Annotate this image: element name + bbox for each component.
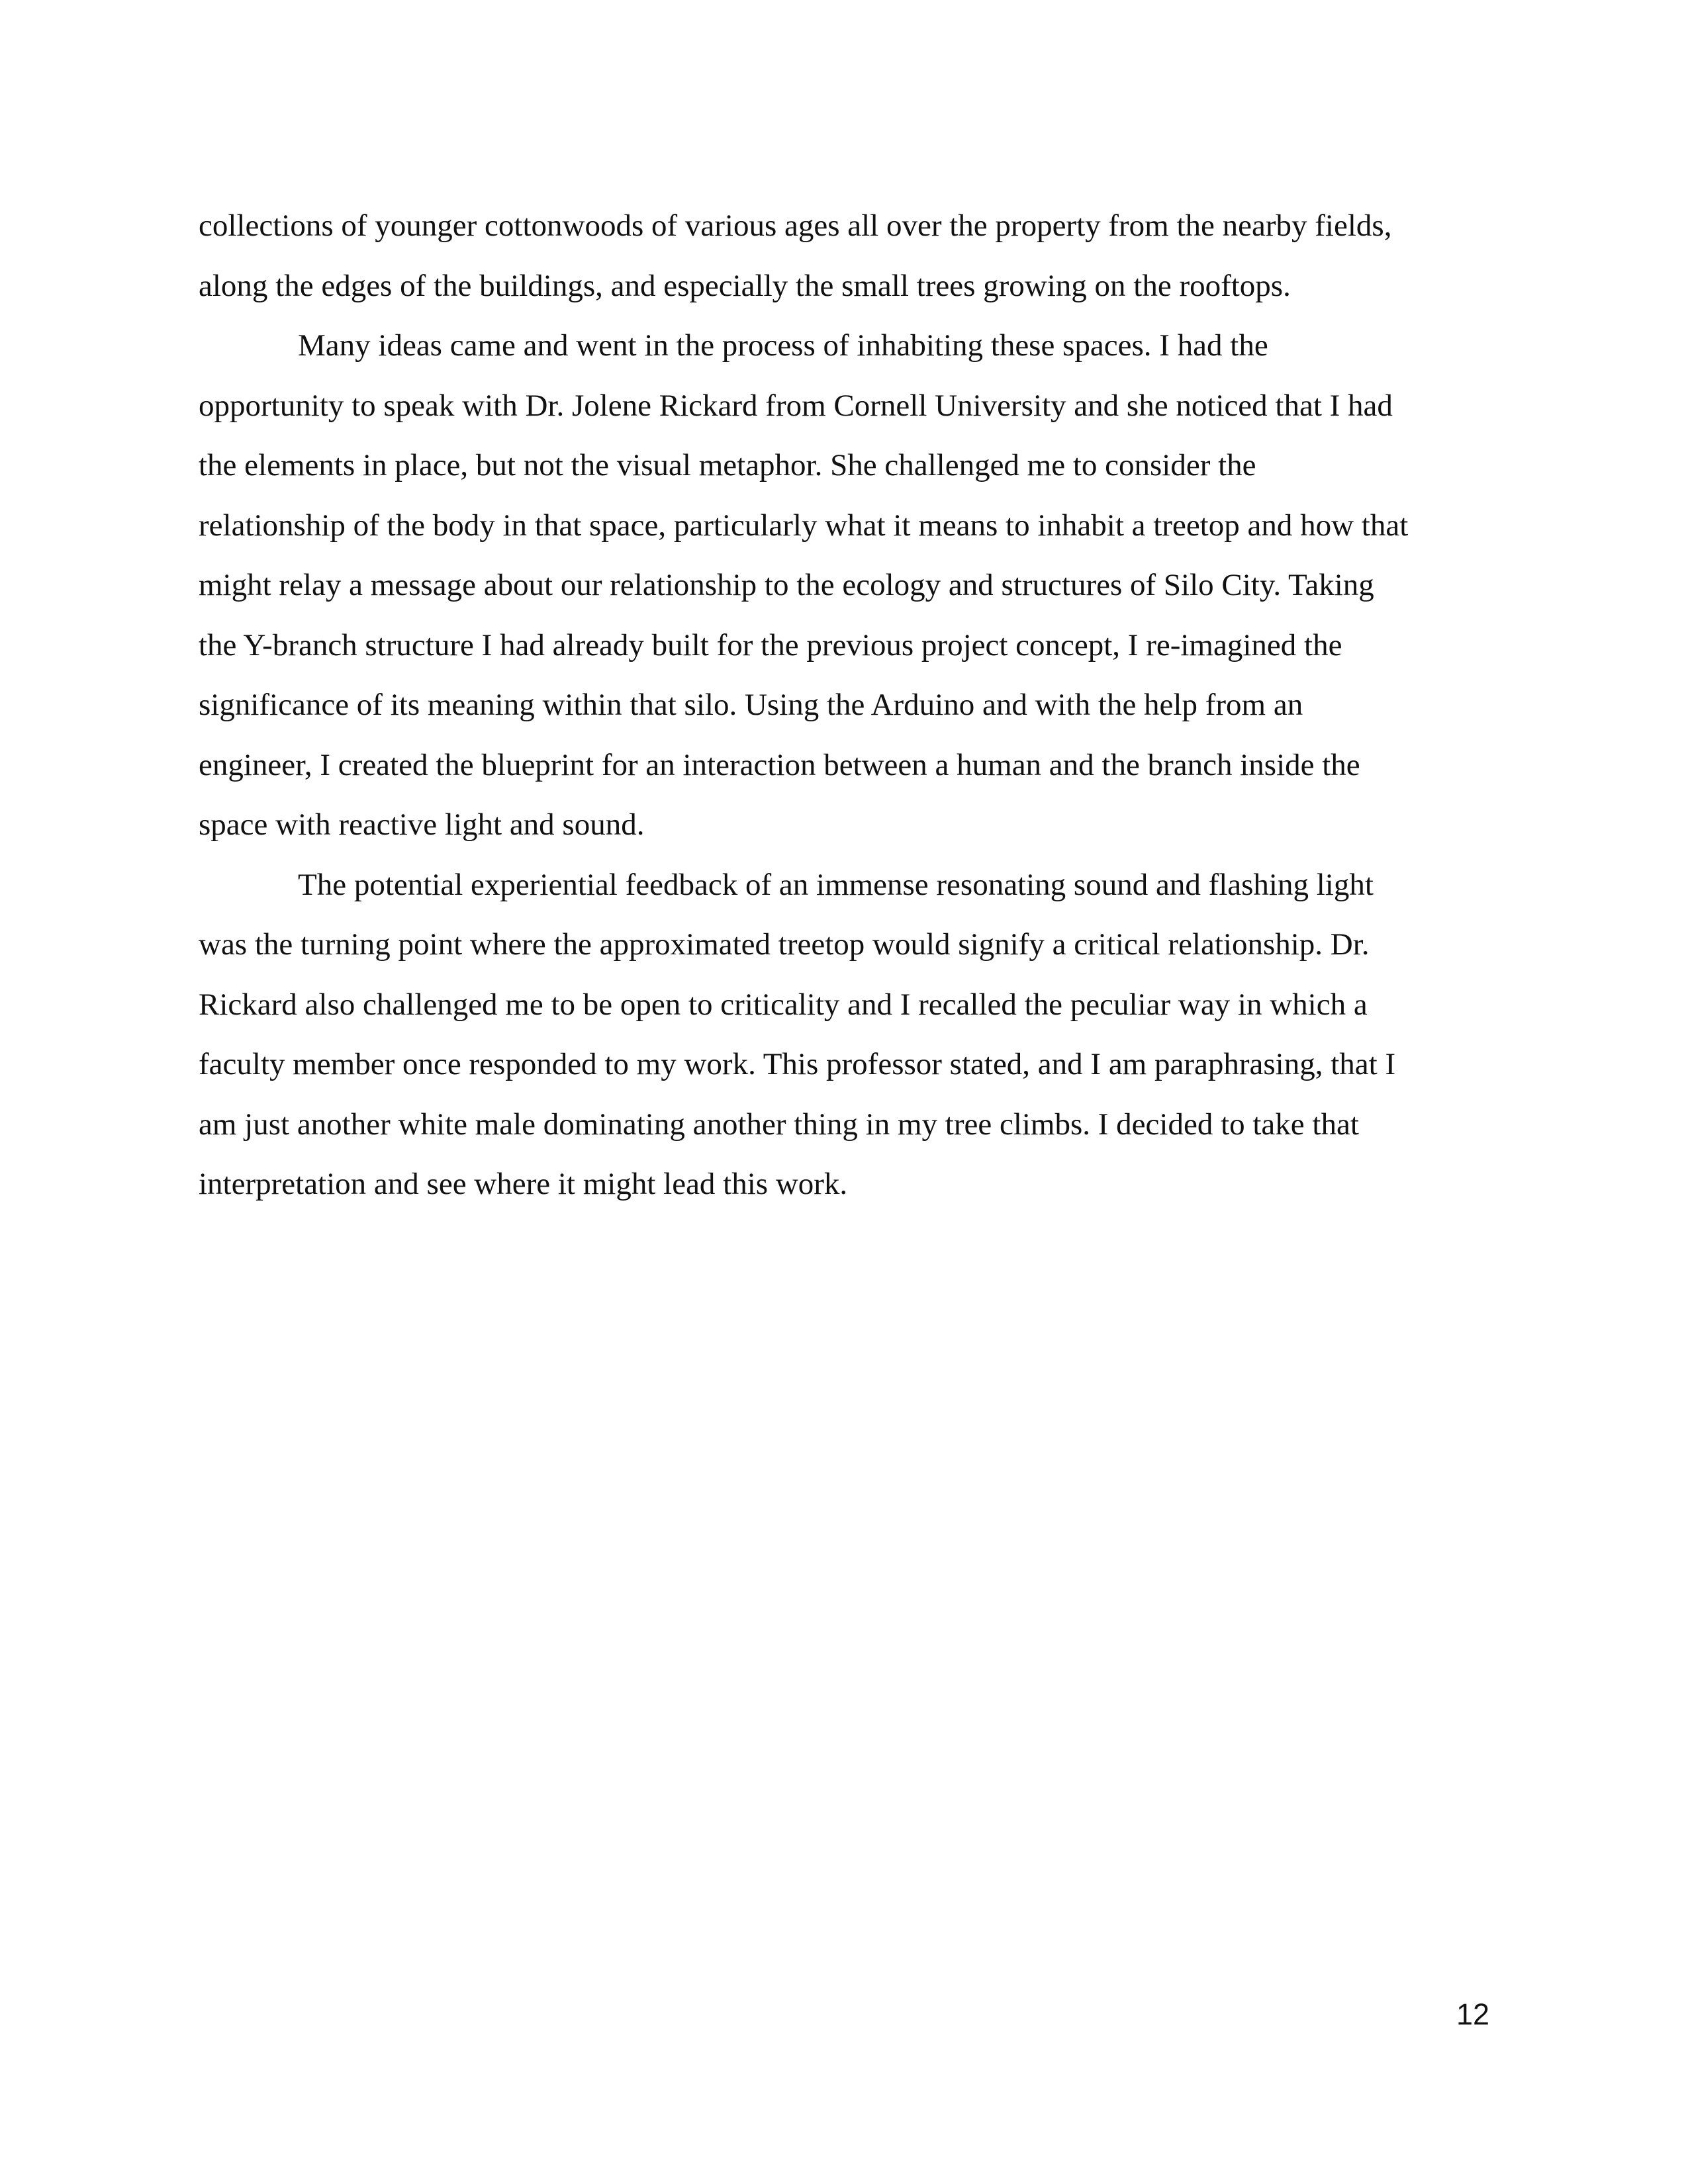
text-line: collections of younger cottonwoods of various ages all over the property from the nearby fields, — [199, 208, 1392, 243]
text-line: Rickard also challenged me to be open to criticality and I recalled the peculiar way in which a — [199, 987, 1368, 1022]
text-line: significance of its meaning within that silo. Using the Arduino and with the help from an — [199, 688, 1303, 722]
text-line: along the edges of the buildings, and especially the small trees growing on the rooftops. — [199, 268, 1291, 303]
text-line: engineer, I created the blueprint for an interaction between a human and the branch inside the — [199, 747, 1360, 782]
text-line: am just another white male dominating another thing in my tree climbs. I decided to take that — [199, 1107, 1359, 1142]
text-line: interpretation and see where it might lead this work. — [199, 1167, 848, 1201]
text-line: relationship of the body in that space, particularly what it means to inhabit a treetop and how that — [199, 508, 1409, 543]
body-text — [199, 196, 1493, 1214]
text-line: might relay a message about our relationship to the ecology and structures of Silo City. Taking — [199, 568, 1374, 602]
text-line: the elements in place, but not the visual metaphor. She challenged me to consider the — [199, 448, 1256, 482]
text-line: faculty member once responded to my work. This professor stated, and I am paraphrasing, that I — [199, 1047, 1396, 1081]
page-number: 12 — [1456, 1997, 1489, 2031]
text-line: space with reactive light and sound. — [199, 807, 645, 842]
text-line: the Y-branch structure I had already built for the previous project concept, I re-imagined the — [199, 627, 1342, 662]
paragraph-start-line: The potential experiential feedback of an immense resonating sound and flashing light — [298, 867, 1374, 902]
paragraph-start-line: Many ideas came and went in the process of inhabiting these spaces. I had the — [298, 328, 1268, 363]
text-line: was the turning point where the approximated treetop would signify a critical relationship. Dr. — [199, 927, 1370, 962]
text-line: opportunity to speak with Dr. Jolene Rickard from Cornell University and she noticed that I had — [199, 388, 1393, 423]
